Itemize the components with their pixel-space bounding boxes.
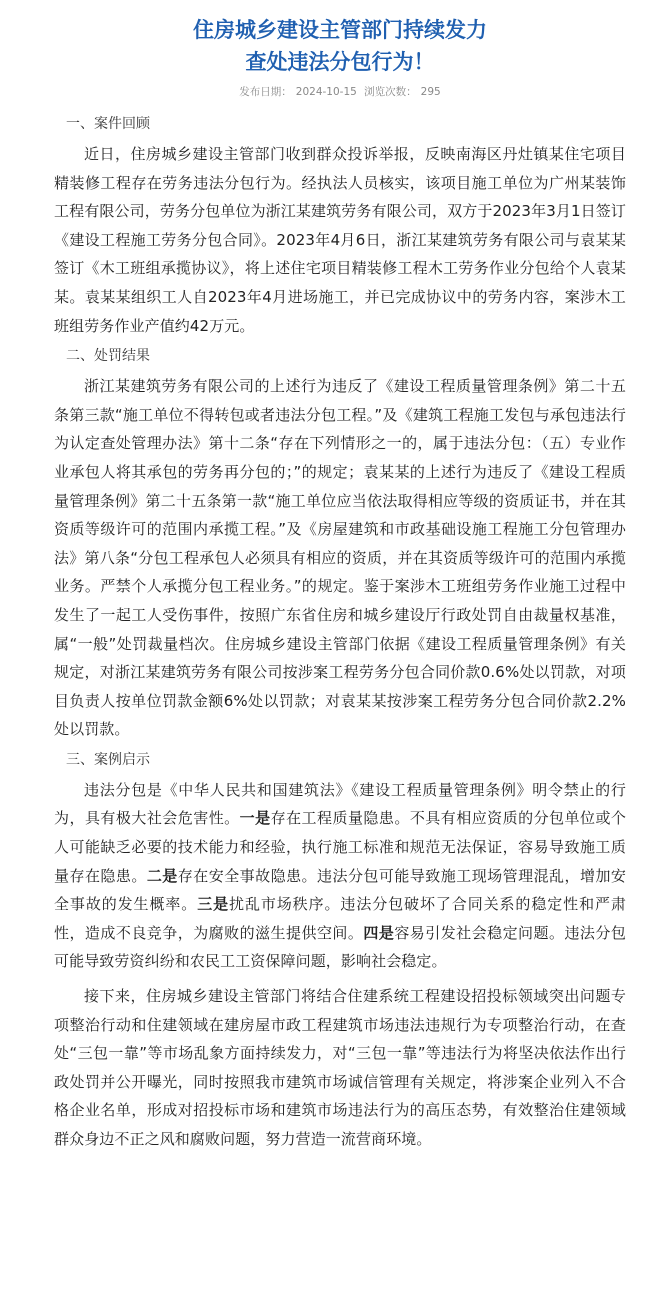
title-line-2: 查处违法分包行为！: [245, 50, 435, 74]
view-count-label: 浏览次数：: [364, 86, 417, 98]
publish-date: 2024-10-15: [295, 86, 357, 98]
case-review-paragraph: 近日，住房城乡建设主管部门收到群众投诉举报，反映南海区丹灶镇某住宅项目精装修工程存在劳务违法分包行为。经执法人员核实，该项目施工单位为广州某装饰工程有限公司，劳务分包单位为浙江某建筑劳务有限公司，双方于2023年3月1日签订《建设工程施工劳务分包合同》。2023年4月6日，浙江某建筑劳务有限公司与袁某某签订《木工班组承揽协议》，将上述住宅项目精装修工程木工劳务作业分包给个人袁某某。袁某某组织工人自2023年4月进场施工，并已完成协议中的劳务内容，案涉木工班组劳务作业产值约42万元。: [54, 145, 626, 335]
view-count: 295: [420, 86, 441, 98]
insight-text-2: 存在工程质量隐患。不具有相应资质的分包单位或个人可能缺乏必要的技术能力和经验，执行施工标准和规范无法保证，容易导致施工质量存在隐患。: [54, 809, 627, 885]
penalty-result-paragraph: 浙江某建筑劳务有限公司的上述行为违反了《建设工程质量管理条例》第二十五条第三款“施工单位不得转包或者违法分包工程。”及《建筑工程施工发包与承包违法行为认定查处管理办法》第十二条“存在下列情形之一的，属于违法分包：（五）专业作业承包人将其承包的劳务再分包的；”的规定；袁某某的上述行为违反了《建设工程质量管理条例》第二十五条第一款“施工单位应当依法取得相应等级的资质证书，并在其资质等级许可的范围内承揽工程。”及《房屋建筑和市政基础设施工程施工分包管理办法》第八条“分包工程承包人必须具有相应的资质，并在其资质等级许可的范围内承揽业务。严禁个人承揽分包工程业务。”的规定。鉴于案涉木工班组劳务作业施工过程中发生了一起工人受伤事件，按照广东省住房和城乡建设厅行政处罚自由裁量权基准，属“一般”处罚裁量档次。住房城乡建设主管部门依据《建设工程质量管理条例》有关规定，对浙江某建筑劳务有限公司按涉案工程劳务分包合同价款0.6%处以罚款，对项目负责人按单位罚款金额6%处以罚款；对袁某某按涉案工程劳务分包合同价款2.2%处以罚款。: [54, 377, 626, 739]
article-title: [54, 14, 626, 78]
section-heading-3: 三、案例启示: [66, 751, 150, 768]
insight-text-3: 存在安全事故隐患。违法分包可能导致施工现场管理混乱，增加安全事故的发生概率。: [54, 866, 627, 914]
next-steps-paragraph: 接下来，住房城乡建设主管部门将结合住建系统工程建设招投标领域突出问题专项整治行动和住建领域在建房屋市政工程建筑市场违法违规行为专项整治行动，在查处“三包一靠”等市场乱象方面持续发力，对“三包一靠”等违法行为将坚决依法作出行政处罚并公开曝光，同时按照我市建筑市场诚信管理有关规定，将涉案企业列入不合格企业名单，形成对招投标市场和建筑市场违法行为的高压态势，有效整治住建领域群众身边不正之风和腐败问题，努力营造一流营商环境。: [54, 987, 626, 1148]
insight-text-4: 扰乱市场秩序。违法分包破坏了合同关系的稳定性和严肃性，造成不良竞争，为腐败的滋生提供空间。: [54, 895, 626, 942]
case-insight-paragraph: [54, 776, 626, 976]
insight-marker-3: 三是: [197, 895, 230, 914]
insight-text-5: 容易引发社会稳定问题。违法分包可能导致劳资纠纷和农民工工资保障问题，影响社会稳定。: [54, 923, 626, 971]
publish-date-label: 发布日期：: [239, 86, 292, 98]
title-line-1: 住房城乡建设主管部门持续发力: [193, 18, 487, 42]
insight-text-1: 违法分包是《中华人民共和国建筑法》《建设工程质量管理条例》明令禁止的行为，具有极大社会危害性。: [54, 780, 626, 828]
insight-marker-1: 一是: [239, 809, 271, 828]
section-heading-1: 一、案件回顾: [66, 116, 150, 132]
insight-marker-4: 四是: [363, 923, 395, 942]
article-meta: [54, 84, 626, 100]
insight-marker-2: 二是: [146, 866, 178, 885]
section-heading-2: 二、处罚结果: [66, 348, 150, 365]
